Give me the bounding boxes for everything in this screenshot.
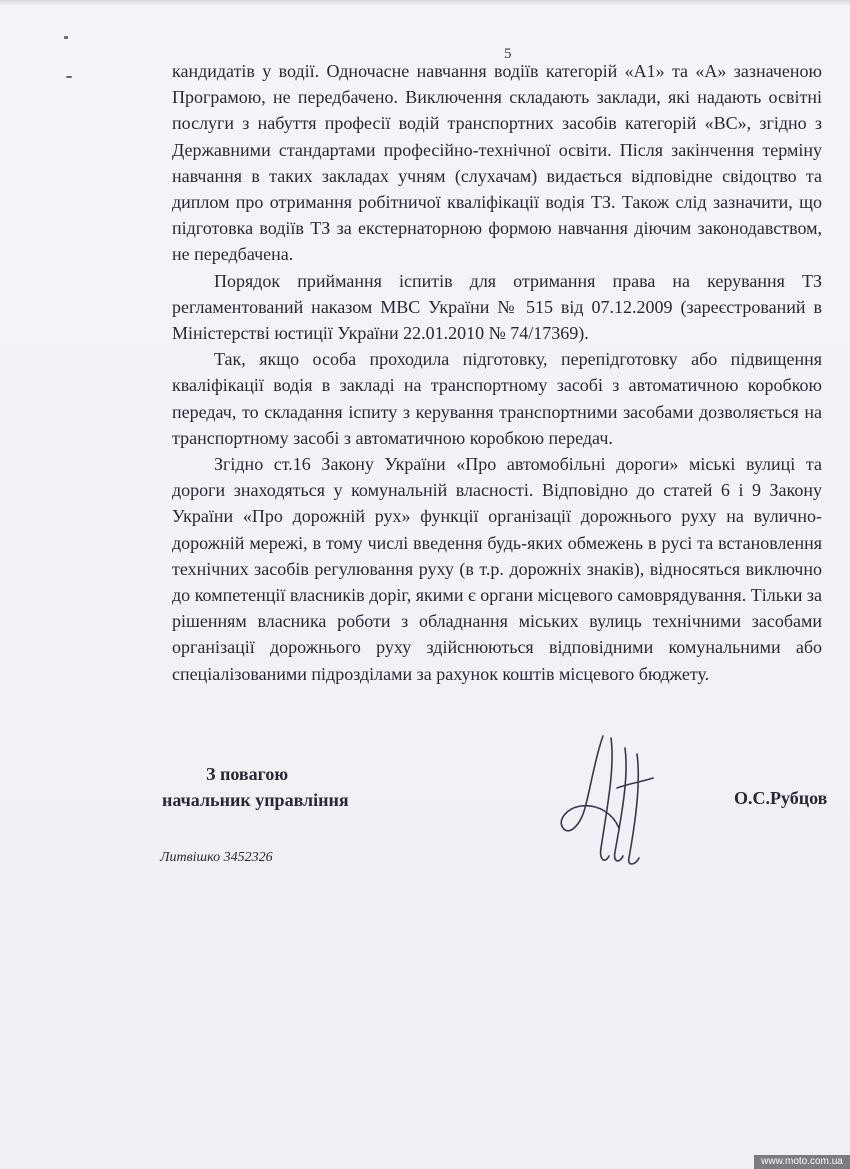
paragraph-continuation: кандидатів у водії. Одночасне навчання водіїв категорій «А1» та «А» зазначеною Програмою, не передбачено. Виключення складають заклади, які надають освітні послуги з набуття професії водій транспортних засобів категорій «ВС», згідно з Державними стандартами професійно-технічної освіти. Після закінчення терміну навчання в таких закладах учням (слухачам) видається відповідне свідоцтво та диплом про отримання робітничої кваліфікації водія ТЗ. Також слід зазначити, що підготовка водіїв ТЗ за екстернаторною формою навчання діючим законодавством, не передбачена. xyxy=(172,61,822,265)
site-watermark: www.moto.com.ua xyxy=(754,1155,850,1169)
paragraph-automatic-transmission: Так, якщо особа проходила підготовку, перепідготовку або підвищення кваліфікації водія в закладі на транспортному засобі з автоматичною коробкою передач, то складання іспиту з керування транспортними засобами дозволяється на транспортному засобі з автоматичною коробкою передач. xyxy=(172,349,822,448)
handwritten-signature xyxy=(555,728,665,868)
paragraph-road-ownership: Згідно ст.16 Закону України «Про автомобільні дороги» міські вулиці та дороги знаходяться у комунальній власності. Відповідно до статей 6 і 9 Закону України «Про дорожній рух» функції організації дорожнього руху на вулично-дорожній мережі, в тому числі введення будь-яких обмежень в русі та встановлення технічних засобів регулювання руху (в т.р. дорожніх знаків), відносяться виключно до компетенції власників доріг, якими є органи місцевого самоврядування. Тільки за рішенням власника роботи з обладнання міських вулиць технічними засобами організації дорожнього руху здійснюються відповідними комунальними або спеціалізованими підрозділами за рахунок коштів місцевого бюджету. xyxy=(172,454,822,684)
scan-speck xyxy=(66,76,72,78)
signer-name: О.С.Рубцов xyxy=(734,788,828,808)
page-number: 5 xyxy=(504,46,512,62)
scan-edge xyxy=(0,0,850,6)
paragraph-exam-procedure: Порядок приймання іспитів для отримання права на керування ТЗ регламентований наказом МВС України № 515 від 07.12.2009 (зареєстрований в Міністерстві юстиції України 22.01.2010 № 74/17369). xyxy=(172,270,822,344)
executor-contact: Литвішко 3452326 xyxy=(160,850,273,865)
signer-position: начальник управління xyxy=(162,790,349,810)
closing-block xyxy=(162,761,349,813)
letter-body xyxy=(172,58,822,687)
scan-speck xyxy=(64,36,68,39)
closing-regards: З повагою xyxy=(206,764,289,784)
